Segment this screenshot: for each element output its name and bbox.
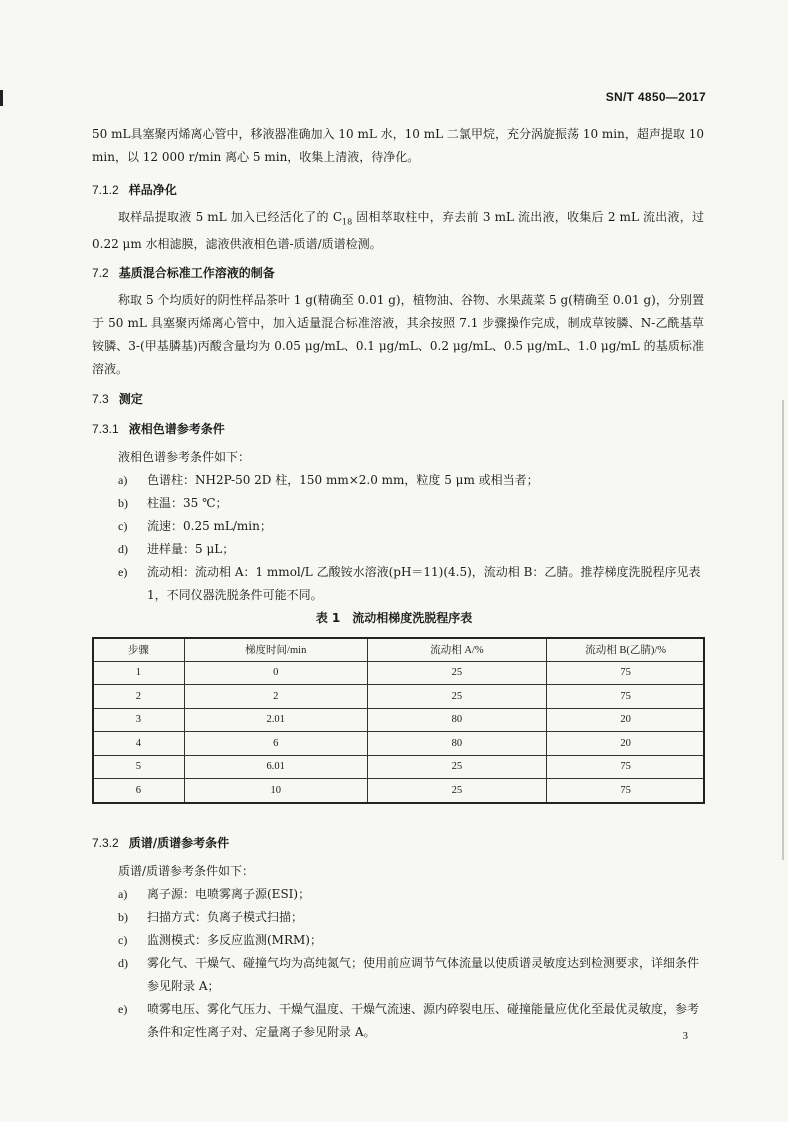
table-row [93, 732, 705, 756]
table-row [93, 779, 705, 803]
table-cell: 2.01 [184, 708, 367, 732]
section-title: 测定 [118, 392, 143, 406]
table-cell: 25 [367, 779, 547, 803]
gradient-table [92, 637, 705, 803]
table-header-row [93, 638, 705, 662]
table-cell: 20 [547, 732, 705, 756]
scan-edge-shadow [782, 400, 784, 860]
table-cell: 2 [184, 685, 367, 709]
section-7-1-2-heading [92, 181, 177, 198]
table-row [93, 661, 705, 685]
table-row [93, 708, 705, 732]
table-cell: 25 [367, 661, 547, 685]
section-title: 质谱/质谱参考条件 [128, 836, 230, 850]
table-cell: 75 [547, 755, 705, 779]
table-header-cell: 流动相 B(乙腈)/% [547, 638, 705, 662]
table-cell: 0 [184, 661, 367, 685]
table-cell: 25 [367, 685, 547, 709]
section-title: 基质混合标准工作溶液的制备 [118, 266, 275, 280]
ms-item-c: c) 监测模式：多反应监测(MRM)； [118, 933, 322, 947]
section-number: 7.2 [92, 266, 109, 280]
table-row [93, 685, 705, 709]
lc-item-c: c) 流速：0.25 mL/min； [118, 519, 272, 533]
table-cell: 75 [547, 661, 705, 685]
table-cell: 3 [93, 708, 185, 732]
ms-item-a: a) 离子源：电喷雾离子源(ESI)； [118, 887, 311, 901]
table-cell: 75 [547, 685, 705, 709]
section-title: 液相色谱参考条件 [128, 422, 225, 436]
ms-item-e: e) 喷雾电压、雾化气压力、干燥气温度、干燥气流速、源内碎裂电压、碰撞能量应优化至最优灵敏度，参考条件和定性离子对、定量离子参见附录 A。 [118, 1002, 700, 1039]
section-number: 7.3.2 [92, 836, 119, 850]
ms-item-b: b) 扫描方式：负离子模式扫描； [118, 910, 304, 924]
section-number: 7.3 [92, 392, 109, 406]
table-header-cell: 流动相 A/% [367, 638, 547, 662]
section-7-3-2-heading [92, 834, 229, 851]
table-cell: 80 [367, 708, 547, 732]
continued-paragraph: 50 mL具塞聚丙烯离心管中，移液器准确加入 10 mL 水，10 mL 二氯甲烷，充分涡旋振荡 10 min，超声提取 10 min，以 12 000 r/min 离心 5 min，收集上清液，待净化。 [92, 127, 704, 164]
table-cell: 5 [93, 755, 185, 779]
table-cell: 20 [547, 708, 705, 732]
section-7-3-heading [92, 390, 143, 407]
page-number: 3 [682, 1030, 688, 1042]
table-header-cell: 步骤 [93, 638, 185, 662]
table-cell: 6 [93, 779, 185, 803]
table-header-cell: 梯度时间/min [184, 638, 367, 662]
table-cell: 75 [547, 779, 705, 803]
table-cell: 25 [367, 755, 547, 779]
section-7-2-heading [92, 264, 275, 281]
table-row [93, 755, 705, 779]
lc-item-e: e) 流动相：流动相 A：1 mmol/L 乙酸铵水溶液(pH＝11)(4.5)，流动相 B：乙腈。推荐梯度洗脱程序见表 1，不同仪器洗脱条件可能不同。 [118, 565, 701, 602]
lc-item-a: a) 色谱柱：NH2P-50 2D 柱，150 mm×2.0 mm，粒度 5 μm 或相当者； [118, 473, 539, 487]
table-cell: 10 [184, 779, 367, 803]
scan-edge-mark [0, 90, 3, 106]
section-title: 样品净化 [128, 183, 177, 197]
table-cell: 1 [93, 661, 185, 685]
lc-item-d: d) 进样量：5 μL； [118, 542, 235, 556]
lc-intro: 液相色谱参考条件如下： [118, 450, 251, 464]
table-cell: 80 [367, 732, 547, 756]
section-7-2-paragraph: 称取 5 个均质好的阴性样品茶叶 1 g(精确至 0.01 g)，植物油、谷物、水果蔬菜 5 g(精确至 0.01 g)，分别置于 50 mL 具塞聚丙烯离心管中，加入适量混合标准溶液，其余按照 7.1 步骤操作完成，制成草铵膦、N-乙酰基草铵膦、3-(甲基膦基)丙酸含量均为 0.05 μg/mL、0.1 μg/mL、0.2 μg/mL、0.5 μg/mL、1.0 μg/mL 的基质标准溶液。 [92, 293, 704, 376]
section-7-1-2-paragraph: 取样品提取液 5 mL 加入已经活化了的 $C_{18}$ 固相萃取柱中，弃去前 3 mL 流出液，收集后 2 mL 流出液，过 0.22 μm 水相滤膜，滤液供液相色谱-质谱/质谱检测。 [92, 210, 704, 252]
section-number: 7.1.2 [92, 183, 119, 197]
table-cell: 6 [184, 732, 367, 756]
section-7-3-1-heading [92, 420, 225, 437]
ms-intro: 质谱/质谱参考条件如下： [118, 864, 255, 878]
table-caption: 表 1 流动相梯度洗脱程序表 [315, 611, 473, 625]
table-cell: 6.01 [184, 755, 367, 779]
ms-item-d: d) 雾化气、干燥气、碰撞气均为高纯氮气；使用前应调节气体流量以使质谱灵敏度达到检测要求，详细条件参见附录 A； [118, 956, 700, 993]
table-cell: 2 [93, 685, 185, 709]
document-id-header: SN/T 4850—2017 [605, 90, 706, 104]
lc-item-b: b) 柱温：35 ℃； [118, 496, 228, 510]
section-number: 7.3.1 [92, 422, 119, 436]
table-cell: 4 [93, 732, 185, 756]
